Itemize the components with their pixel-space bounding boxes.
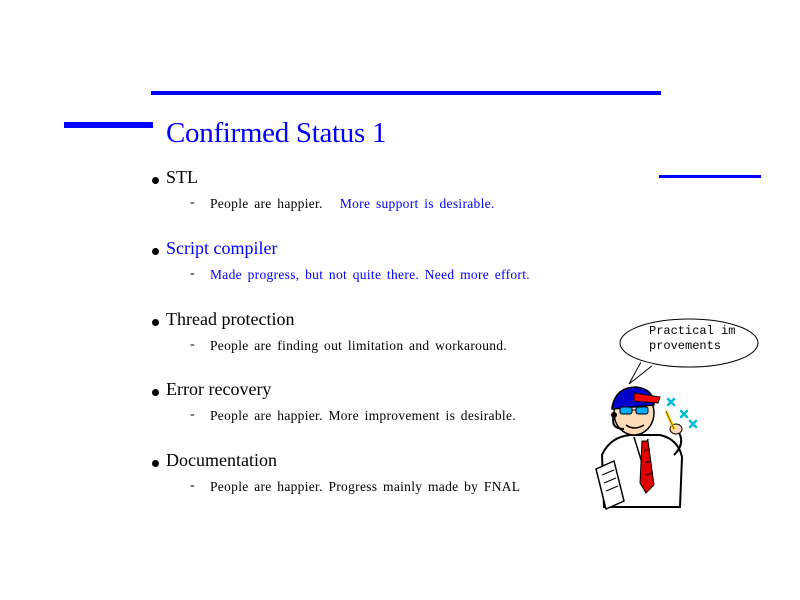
bullet-dot-icon (152, 460, 159, 467)
dash-marker: - (190, 337, 195, 352)
dash-marker: - (190, 407, 195, 422)
bullet-heading: Documentation (166, 450, 277, 470)
dash-marker: - (190, 195, 195, 210)
left-accent-rule (64, 122, 153, 128)
right-accent-rule (659, 175, 761, 178)
bullet-dot-icon (152, 248, 159, 255)
bullet-heading: STL (166, 167, 199, 187)
detail-blue-text: More support is desirable. (339, 196, 495, 211)
callout-text: Practical improvements (649, 324, 736, 353)
coach-with-pointer-clipart-icon (590, 385, 705, 510)
bullet-heading: Script compiler (166, 238, 278, 258)
bullet-item-stl (150, 167, 610, 215)
bullet-heading: Thread protection (166, 309, 295, 329)
bullet-item-documentation (150, 450, 610, 498)
bullet-dot-icon (152, 389, 159, 396)
bullet-detail: Made progress, but not quite there. Need more effort. (210, 267, 530, 282)
top-rule (151, 91, 661, 95)
bullet-detail: People are happier. Progress mainly made by FNAL (210, 479, 521, 494)
bullet-dot-icon (152, 319, 159, 326)
speech-bubble-icon (619, 318, 759, 368)
bullet-detail: People are happier. More improvement is desirable. (210, 408, 516, 423)
bullet-heading: Error recovery (166, 379, 272, 399)
dash-marker: - (190, 266, 195, 281)
bullet-item-error-recovery (150, 379, 610, 427)
bullet-item-script-compiler (150, 238, 610, 286)
bullet-detail (210, 196, 495, 212)
slide-title: Confirmed Status 1 (166, 117, 387, 149)
bullet-item-thread-protection (150, 309, 610, 357)
dash-marker: - (190, 478, 195, 493)
bullet-dot-icon (152, 177, 159, 184)
detail-black-text: People are happier. (210, 196, 323, 211)
bullet-detail: People are finding out limitation and workaround. (210, 338, 508, 353)
